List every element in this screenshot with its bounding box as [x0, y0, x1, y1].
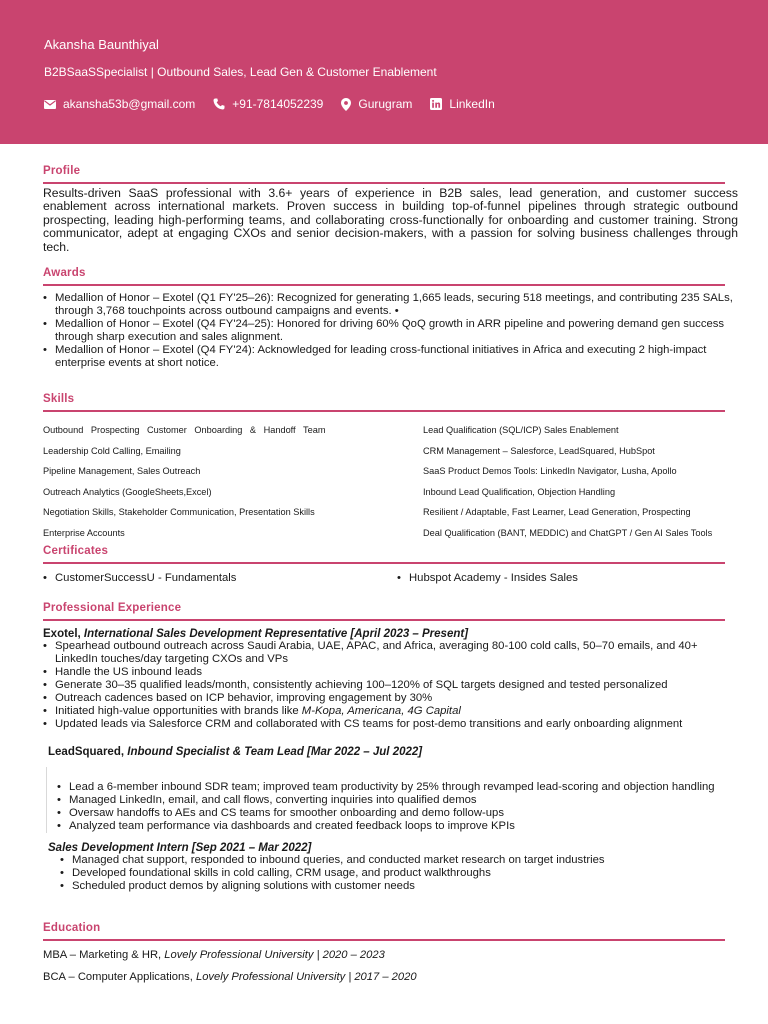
institution-dates: Lovely Professional University | 2020 – 2023 — [164, 949, 385, 961]
awards-section — [43, 267, 733, 370]
leadsquared-duties-block — [46, 767, 736, 833]
degree: BCA – Computer Applications, — [43, 971, 193, 983]
skill-item: Enterprise Accounts — [43, 527, 125, 538]
list-item: • Medallion of Honor – Exotel (Q4 FY'24): Acknowledged for leading cross-functional initiatives in Africa and executing 2 high-impact enterprise events at short notice. — [43, 344, 738, 370]
job-heading-intern — [48, 842, 725, 854]
skills-section — [43, 393, 725, 547]
location-pin-icon — [341, 98, 351, 111]
section-title: Certificates — [43, 545, 109, 557]
skills-grid — [43, 423, 725, 547]
skill-item: Inbound Lead Qualification, Objection Handling — [423, 486, 616, 497]
job-role: International Sales Development Representative [April 2023 – Present] — [83, 628, 469, 640]
skill-item: Deal Qualification (BANT, MEDDIC) and ChatGPT / Gen AI Sales Tools — [423, 527, 713, 538]
profile-section — [43, 165, 738, 254]
certificates-section — [43, 545, 725, 584]
list-item: • Spearhead outbound outreach across Saudi Arabia, UAE, APAC, and Africa, averaging 80-100 cold calls, 50–70 emails, and 40+ LinkedIn touches/day targeting CXOs and VPs — [43, 640, 738, 666]
section-divider — [43, 939, 725, 941]
contact-bar — [44, 97, 513, 111]
list-item: • Oversaw handoffs to AEs and CS teams for smoother onboarding and demo follow-ups — [57, 807, 736, 820]
leadsquared-duties — [57, 781, 736, 833]
certificate-item: • CustomerSuccessU - Fundamentals — [43, 572, 397, 584]
certificate-item: • Hubspot Academy - Insides Sales — [397, 572, 578, 584]
degree: MBA – Marketing & HR, — [43, 949, 162, 961]
envelope-icon — [44, 100, 56, 109]
section-title: Awards — [43, 267, 86, 279]
list-item: • Managed chat support, responded to inbound queries, and conducted market research on target industries — [60, 854, 725, 867]
intern-duties — [60, 854, 725, 893]
skill-item: SaaS Product Demos Tools: LinkedIn Navigator, Lusha, Apollo — [423, 466, 677, 477]
skill-item: Outreach Analytics (GoogleSheets,Excel) — [43, 486, 212, 497]
job-role: Sales Development Intern [Sep 2021 – Mar 2022] — [48, 842, 312, 854]
exotel-duties — [43, 640, 738, 731]
education-item — [43, 948, 725, 962]
section-divider — [43, 182, 725, 184]
education-item — [43, 970, 725, 984]
resume-header — [0, 0, 768, 144]
list-item — [43, 705, 738, 718]
phone-icon — [213, 98, 225, 110]
section-title: Education — [43, 922, 101, 934]
section-divider — [43, 410, 725, 412]
certificates-list — [43, 572, 725, 584]
list-item: • Outreach cadences based on ICP behavior, improving engagement by 30% — [43, 692, 738, 705]
contact-email[interactable] — [44, 97, 195, 111]
awards-list — [43, 292, 738, 370]
list-item: • Analyzed team performance via dashboards and created feedback loops to improve KPIs — [57, 820, 736, 833]
job-role: Inbound Specialist & Team Lead [Mar 2022 – Jul 2022] — [127, 746, 423, 758]
list-item: • Medallion of Honor – Exotel (Q1 FY'25–26): Recognized for generating 1,665 leads, securing 518 meetings, and contributing 235 SALs, through 3,768 touchpoints across outbound campaigns and events. • — [43, 292, 738, 318]
list-item: • Medallion of Honor – Exotel (Q4 FY'24–25): Honored for driving 60% QoQ growth in ARR pipeline and powering demand gen success through sharp execution and sales alignment. — [43, 318, 738, 344]
list-item: • Developed foundational skills in cold calling, CRM usage, and product walkthroughs — [60, 867, 725, 880]
education-section — [43, 922, 725, 984]
location-text: Gurugram — [358, 97, 413, 111]
section-divider — [43, 284, 725, 286]
email-text: akansha53b@gmail.com — [63, 97, 196, 111]
job-heading-exotel — [43, 628, 725, 640]
brand-names: M-Kopa, Americana, 4G Capital — [301, 705, 461, 717]
list-item: • Lead a 6-member inbound SDR team; improved team productivity by 25% through revamped lead-scoring and objection handling — [57, 781, 736, 794]
section-title: Professional Experience — [43, 602, 182, 614]
experience-section — [43, 602, 725, 893]
list-item: • Handle the US inbound leads — [43, 666, 738, 679]
contact-location — [341, 97, 412, 111]
skill-item: Leadership Cold Calling, Emailing — [43, 445, 181, 456]
skill-item: Pipeline Management, Sales Outreach — [43, 466, 201, 477]
section-title: Skills — [43, 393, 75, 405]
skill-item: Resilient / Adaptable, Fast Learner, Lead Generation, Prospecting — [423, 507, 691, 518]
profile-summary: Results-driven SaaS professional with 3.6+ years of experience in B2B sales, lead generation, and customer success enablement across international markets. Proven success in building top-of-funnel pipelines through strategic outbound prospecting, leading high-performing teams, and collaborating cross-functionally for onboarding and customer training. Strong communicator, adept at engaging CXOs and senior decision-makers, with a passion for solving business challenges through tech. — [43, 186, 738, 254]
list-item: • Scheduled product demos by aligning solutions with customer needs — [60, 880, 725, 893]
contact-linkedin[interactable] — [430, 97, 494, 111]
job-heading-leadsquared — [48, 746, 725, 758]
candidate-tagline: B2BSaaSSpecialist | Outbound Sales, Lead Gen & Customer Enablement — [44, 65, 437, 79]
candidate-name: Akansha Baunthiyal — [44, 37, 159, 52]
company-name: Exotel, — [43, 628, 81, 640]
list-item-text: Initiated high-value opportunities with brands like — [55, 705, 299, 717]
company-name: LeadSquared, — [48, 746, 125, 758]
list-item: • Generate 30–35 qualified leads/month, consistently achieving 100–120% of SQL targets designed and tested personalized — [43, 679, 738, 692]
section-title: Profile — [43, 165, 81, 177]
skill-item: Outbound Prospecting Customer Onboarding & Handoff Team — [43, 425, 326, 435]
phone-text: +91-7814052239 — [232, 97, 324, 111]
linkedin-icon — [430, 98, 442, 110]
skill-item: Lead Qualification (SQL/ICP) Sales Enablement — [423, 425, 619, 435]
linkedin-text: LinkedIn — [449, 97, 495, 111]
skill-item: Negotiation Skills, Stakeholder Communication, Presentation Skills — [43, 507, 315, 518]
institution-dates: Lovely Professional University | 2017 – 2020 — [195, 971, 417, 983]
list-item: • Managed LinkedIn, email, and call flows, converting inquiries into qualified demos — [57, 794, 736, 807]
list-item: • Updated leads via Salesforce CRM and collaborated with CS teams for post-demo transitions and early onboarding alignment — [43, 718, 738, 731]
contact-phone[interactable] — [213, 97, 323, 111]
section-divider — [43, 619, 725, 621]
skill-item: CRM Management – Salesforce, LeadSquared, HubSpot — [423, 445, 655, 456]
section-divider — [43, 562, 725, 564]
